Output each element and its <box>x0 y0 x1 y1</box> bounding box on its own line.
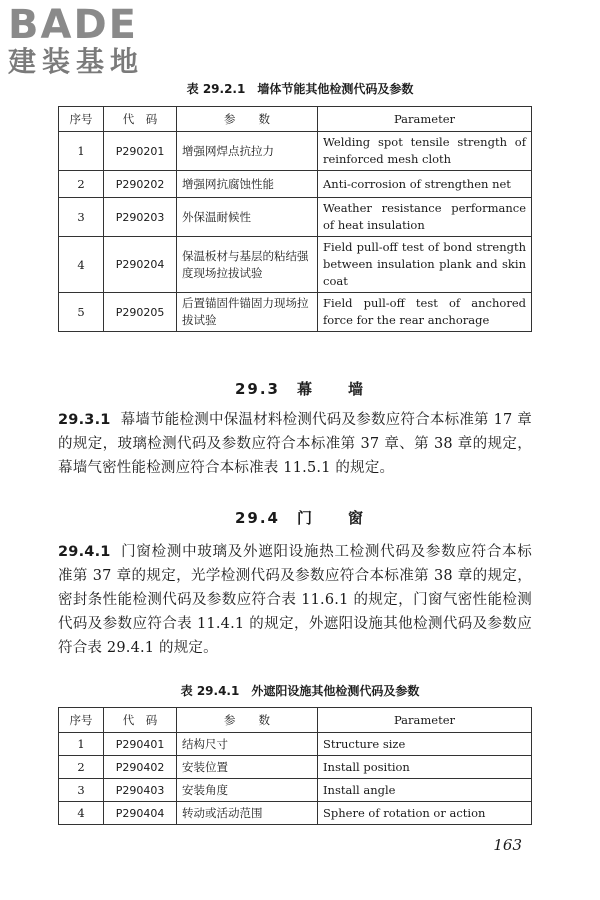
header-no: 序号 <box>59 107 104 132</box>
row-no: 1 <box>59 132 104 171</box>
header-en: Parameter <box>318 107 532 132</box>
row-no: 4 <box>59 802 104 825</box>
row-no: 1 <box>59 733 104 756</box>
logo-subtitle: 建装基地 <box>8 45 145 78</box>
row-en: Anti-corrosion of strengthen net <box>318 171 532 198</box>
section-29-4-title: 29.4 门 窗 <box>234 509 365 527</box>
row-en: Field pull-off test of bond strength between insulation plank and skin coat <box>318 237 532 293</box>
header-param: 参 数 <box>177 107 318 132</box>
table-row <box>59 756 532 779</box>
clause-29-4-1 <box>58 540 532 660</box>
row-no: 2 <box>59 171 104 198</box>
row-no: 3 <box>59 198 104 237</box>
table-29-4-1 <box>58 707 532 825</box>
row-no: 4 <box>59 237 104 293</box>
row-param: 安装角度 <box>177 779 318 802</box>
table-row <box>59 779 532 802</box>
row-code: P290201 <box>104 132 177 171</box>
row-param: 转动或活动范围 <box>177 802 318 825</box>
row-code: P290401 <box>104 733 177 756</box>
table-row <box>59 733 532 756</box>
row-code: P290202 <box>104 171 177 198</box>
table-row <box>59 293 532 332</box>
table-row <box>59 171 532 198</box>
row-code: P290203 <box>104 198 177 237</box>
row-no: 2 <box>59 756 104 779</box>
clause-29-3-1 <box>58 408 532 480</box>
row-code: P290204 <box>104 237 177 293</box>
table-row <box>59 237 532 293</box>
table-row <box>59 802 532 825</box>
header-code: 代 码 <box>104 708 177 733</box>
row-code: P290403 <box>104 779 177 802</box>
row-en: Install angle <box>318 779 532 802</box>
row-en: Weather resistance performance of heat insulation <box>318 198 532 237</box>
table-29-2-1-caption: 表 29.2.1 墙体节能其他检测代码及参数 <box>186 82 414 96</box>
row-en: Structure size <box>318 733 532 756</box>
header-en: Parameter <box>318 708 532 733</box>
row-en: Welding spot tensile strength of reinforced mesh cloth <box>318 132 532 171</box>
row-param: 外保温耐候性 <box>177 198 318 237</box>
row-no: 3 <box>59 779 104 802</box>
clause-number: 29.3.1 <box>58 412 111 428</box>
table-header-row <box>59 107 532 132</box>
row-param: 安装位置 <box>177 756 318 779</box>
row-en: Field pull-off test of anchored force for the rear anchorage <box>318 293 532 332</box>
row-en: Install position <box>318 756 532 779</box>
row-code: P290404 <box>104 802 177 825</box>
clause-text: 幕墙节能检测中保温材料检测代码及参数应符合本标准第 17 章的规定，玻璃检测代码及参数应符合本标准第 37 章、第 38 章的规定，幕墙气密性能检测应符合本标准表 11.5.1 的规定。 <box>58 412 532 476</box>
table-row <box>59 132 532 171</box>
logo-wordmark: BADE <box>8 2 138 48</box>
header-no: 序号 <box>59 708 104 733</box>
row-param: 增强网抗腐蚀性能 <box>177 171 318 198</box>
page-number: 163 <box>493 836 522 854</box>
section-29-3-title: 29.3 幕 墙 <box>234 380 365 398</box>
row-en: Sphere of rotation or action <box>318 802 532 825</box>
table-29-4-1-caption: 表 29.4.1 外遮阳设施其他检测代码及参数 <box>180 684 420 698</box>
row-code: P290402 <box>104 756 177 779</box>
table-29-2-1 <box>58 106 532 332</box>
clause-number: 29.4.1 <box>58 544 111 560</box>
table-row <box>59 198 532 237</box>
site-logo <box>8 4 144 78</box>
clause-text: 门窗检测中玻璃及外遮阳设施热工检测代码及参数应符合本标准第 37 章的规定，光学检测代码及参数应符合本标准第 38 章的规定，密封条性能检测代码及参数应符合表 11.6.1 的规定，门窗气密性能检测代码及参数应符合表 11.4.1 的规定，外遮阳设施其他检测代码及参数应符合表 29.4.1 的规定。 <box>58 544 532 656</box>
header-param: 参 数 <box>177 708 318 733</box>
row-no: 5 <box>59 293 104 332</box>
row-param: 保温板材与基层的粘结强度现场拉拔试验 <box>177 237 318 293</box>
row-param: 增强网焊点抗拉力 <box>177 132 318 171</box>
row-param: 结构尺寸 <box>177 733 318 756</box>
table-header-row <box>59 708 532 733</box>
row-code: P290205 <box>104 293 177 332</box>
header-code: 代 码 <box>104 107 177 132</box>
row-param: 后置锚固件锚固力现场拉拔试验 <box>177 293 318 332</box>
